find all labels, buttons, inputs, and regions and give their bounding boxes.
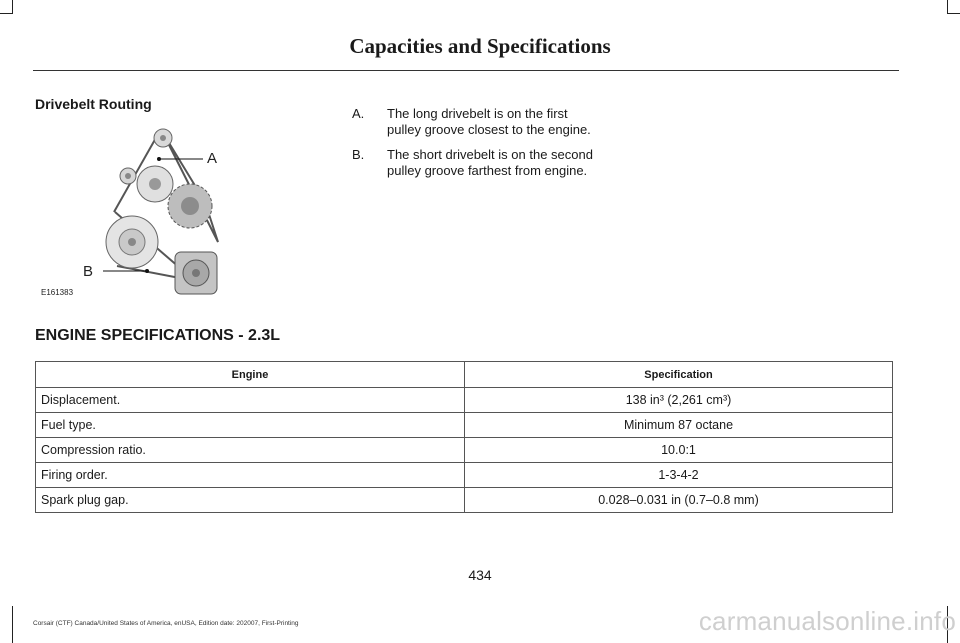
crop-mark [12, 0, 13, 14]
legend-text: The short drivebelt is on the second pulley groove farthest from engine. [387, 147, 593, 178]
spec-cell: 138 in³ (2,261 cm³) [465, 388, 893, 413]
column-header-engine: Engine [36, 362, 465, 388]
engine-cell: Firing order. [36, 463, 465, 488]
engine-specs-heading: ENGINE SPECIFICATIONS - 2.3L [35, 327, 281, 344]
legend-letter: B. [352, 147, 365, 162]
drivebelt-diagram [35, 124, 250, 304]
crop-mark [12, 606, 13, 643]
legend-text: The long drivebelt is on the first pulley groove closest to the engine. [387, 106, 591, 137]
spec-cell: 10.0:1 [465, 438, 893, 463]
spec-cell: Minimum 87 octane [465, 413, 893, 438]
table-row [36, 388, 893, 413]
table-header-row [36, 362, 893, 388]
legend-item-b [352, 147, 602, 179]
engine-specs-table [35, 361, 893, 513]
legend-item-a [352, 106, 602, 138]
table-row [36, 438, 893, 463]
header-divider [33, 70, 899, 71]
edition-footer: Corsair (CTF) Canada/United States of America, enUSA, Edition date: 202007, First-Printing [33, 620, 299, 627]
drivebelt-legend [352, 106, 602, 188]
spec-cell: 0.028–0.031 in (0.7–0.8 mm) [465, 488, 893, 513]
table-row [36, 463, 893, 488]
callout-letter-a: A [207, 150, 218, 167]
drivebelt-illustration [35, 124, 250, 304]
crop-mark [947, 13, 960, 14]
watermark: carmanualsonline.info [698, 606, 956, 636]
drivebelt-heading: Drivebelt Routing [35, 96, 152, 112]
figure-code: E161383 [41, 288, 74, 297]
crop-mark [0, 13, 13, 14]
engine-cell: Fuel type. [36, 413, 465, 438]
spec-cell: 1-3-4-2 [465, 463, 893, 488]
engine-cell: Displacement. [36, 388, 465, 413]
engine-cell: Compression ratio. [36, 438, 465, 463]
engine-cell: Spark plug gap. [36, 488, 465, 513]
column-header-specification: Specification [465, 362, 893, 388]
page-number: 434 [468, 567, 492, 583]
table-row [36, 413, 893, 438]
page-title: Capacities and Specifications [349, 34, 611, 58]
table-row [36, 488, 893, 513]
callout-letter-b: B [83, 263, 94, 280]
crop-mark [947, 0, 948, 14]
legend-letter: A. [352, 106, 365, 121]
